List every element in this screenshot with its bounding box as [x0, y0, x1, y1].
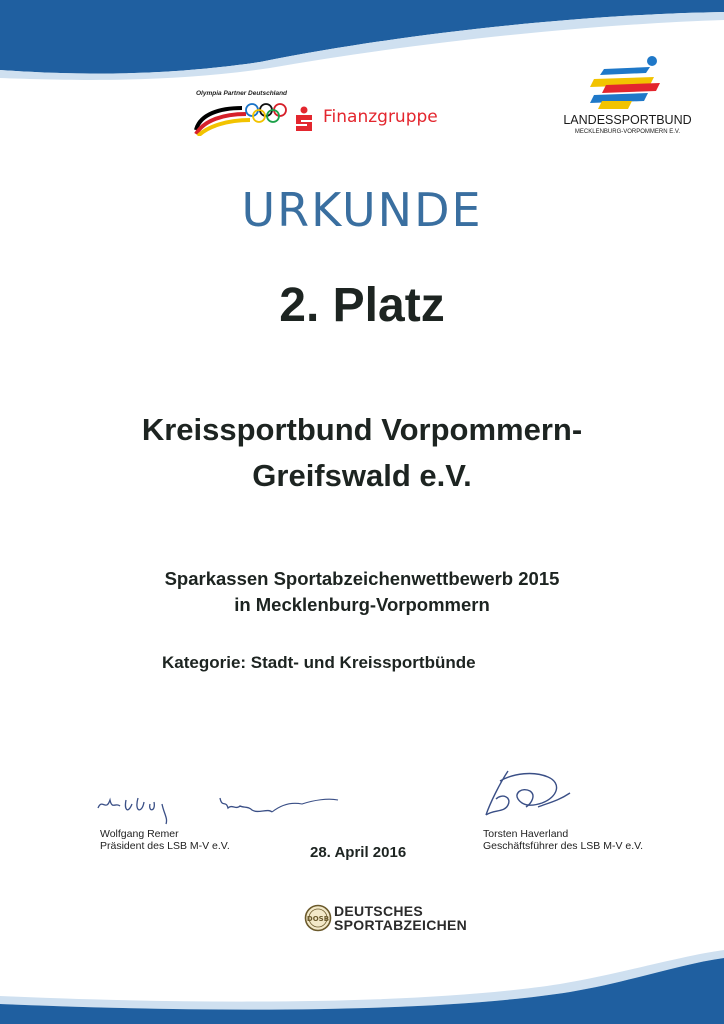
recipient-line-1: Kreissportbund Vorpommern- — [141, 412, 583, 447]
olympic-rings-swoosh-icon — [190, 96, 290, 136]
sportabzeichen-line-1: DEUTSCHES — [334, 903, 424, 919]
sportabzeichen-seal-icon — [304, 903, 332, 933]
recipient-line-2: Greifswald e.V. — [252, 458, 472, 493]
landessportbund-name: LANDESSPORTBUND — [563, 113, 692, 127]
seal-text: DOSB — [306, 915, 330, 923]
right-signer-block — [483, 828, 643, 852]
left-signer-block — [100, 828, 230, 852]
olympia-partner-finanzgruppe-logo — [190, 82, 440, 142]
certificate-date: 28. April 2016 — [310, 844, 407, 861]
olympia-partner-label: Olympia Partner Deutschland — [196, 90, 288, 97]
competition-line-2: in Mecklenburg-Vorpommern — [234, 594, 490, 615]
right-signer-role: Geschäftsführer des LSB M-V e.V. — [483, 840, 644, 852]
sparkasse-s-icon — [292, 106, 316, 132]
right-signer-name: Torsten Haverland — [483, 828, 569, 840]
left-signer-name: Wolfgang Remer — [100, 828, 179, 840]
landessportbund-subline: MECKLENBURG-VORPOMMERN E.V. — [574, 129, 681, 135]
landessportbund-logo — [560, 55, 700, 140]
recipient-organization — [0, 407, 724, 499]
competition-line-1: Sparkassen Sportabzeichenwettbewerb 2015 — [164, 568, 560, 589]
deutsches-sportabzeichen-logo — [304, 902, 474, 936]
bottom-wave-band — [0, 934, 724, 1024]
sportabzeichen-wordmark — [334, 904, 467, 932]
sportabzeichen-line-2: SPORTABZEICHEN — [334, 917, 468, 933]
category-line: Kategorie: Stadt- und Kreissportbünde — [162, 653, 476, 672]
right-handwritten-signature — [478, 763, 578, 823]
left-handwritten-signature — [92, 788, 342, 828]
certificate-title: URKUNDE — [241, 183, 483, 237]
finanzgruppe-label: Finanzgruppe — [323, 107, 438, 127]
placement-heading: 2. Platz — [279, 279, 445, 332]
landessportbund-runner-icon — [588, 55, 670, 111]
left-signer-role: Präsident des LSB M-V e.V. — [100, 840, 230, 852]
competition-name — [0, 566, 724, 618]
